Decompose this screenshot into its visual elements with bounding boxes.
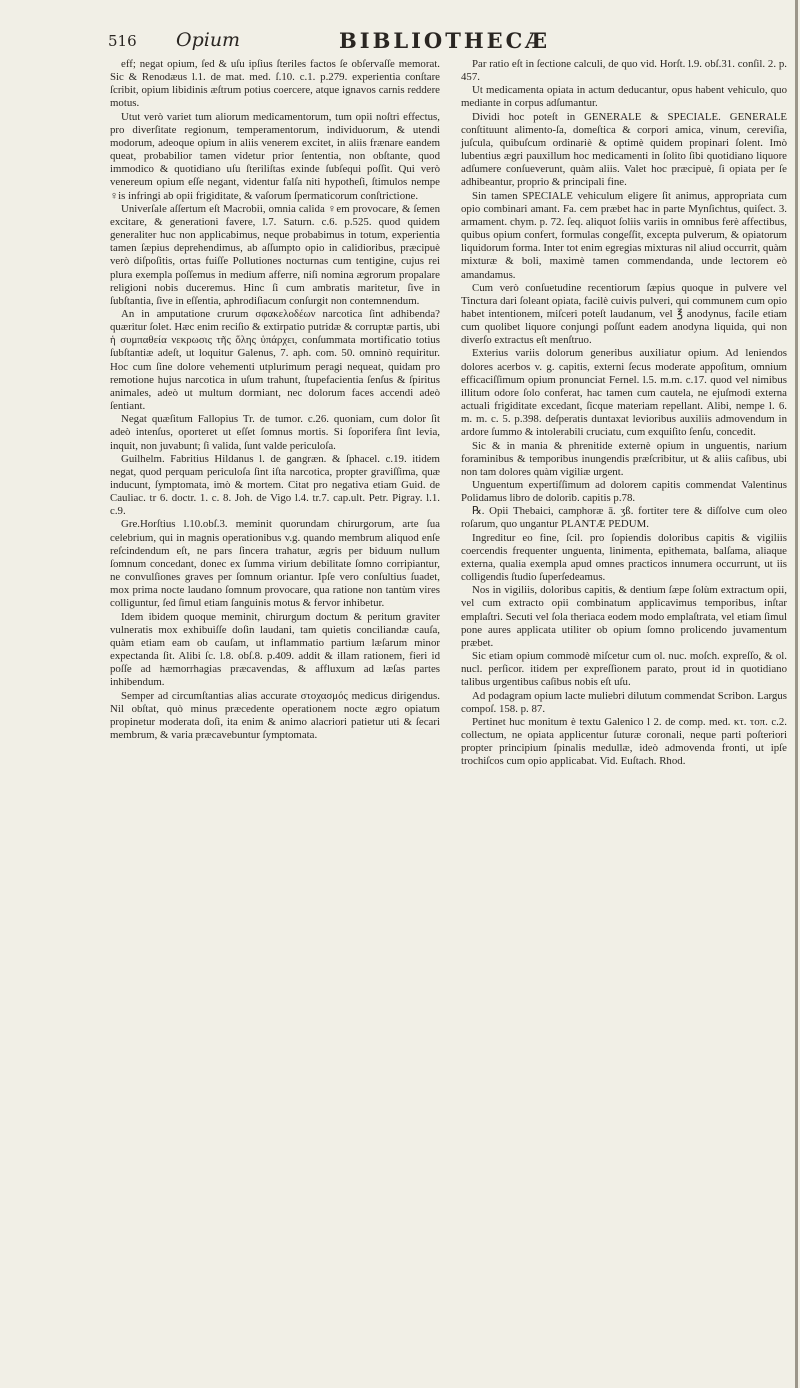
page-header [108, 26, 780, 56]
paragraph: Sic etiam opium commodè miſcetur cum ol. nuc. moſch. expreſſo, & ol. nucl. perſicor. itidem per expreſſionem parato, prout id in quotidiano talibus urgentibus caſibus nobis eſt uſu. [461, 650, 787, 689]
paragraph: Ingreditur eo fine, ſcil. pro ſopiendis doloribus capitis & vigiliis coercendis frequenter unguenta, linimenta, epithemata, balſama, aliaque externa, qualia exempla apud omnes practicos innumera occurrunt, ut iis colligendis ſtudio ſuperſedeamus. [461, 531, 787, 584]
paragraph: Pertinet huc monitum è textu Galenico l 2. de comp. med. κτ. τοπ. c.2. collectum, ne opiata applicentur ſuturæ coronali, neque parti poſteriori propter principium ſpinalis medullæ, ideò admovenda fronti, ut ipſe trochiſcos cum opio applicabat. Vid. Euſtach. Rhod. [461, 715, 787, 768]
paragraph: Univerſale aſſertum eſt Macrobii, omnia calida ♀em provocare, & ſemen excitare, & generationi favere, l.7. Saturn. c.6. p.525. quod quidem generaliter huc non applicabimus, neque probabimus in totum, experientia tamen ſæpius deprehendimus, ab aſſumpto opio in calidioribus, præcipuè verò diſpoſitis, ortas fuiſſe Pollutiones nocturnas cum tentigine, cujus rei plura exempla poſſemus in medium afferre, niſi nomina ægrorum propalare religioni nobis duceremus. Hinc ſi cum ambratis maritetur, ſive in ſubſtantia, ſive in eſſentia, aphrodiſiacum conſurgit non contemnendum. [110, 202, 440, 307]
paragraph: Cum verò conſuetudine recentiorum ſæpius quoque in pulvere vel Tinctura dari ſoleant opiata, facilè cuivis pulveri, qui communem cum opio habet intentionem, miſceri poteſt laudanum, vel ℥ anodynus, facile etiam cum quolibet liquore conjungi poſſunt eadem anodyna liquida, qui non diverſo extractus eſt menſtruo. [461, 281, 787, 347]
paragraph: Unguentum expertiſſimum ad dolorem capitis commendat Valentinus Polidamus libro de dolorib. capitis p.78. [461, 479, 787, 505]
paragraph: Sin tamen SPECIALE vehiculum eligere ſit animus, appropriata cum opio combinari amant. Fa. cem præbet hac in parte Mynſichtus, quiſect. 3. armament. chym. p. 72. ſeq. aliquot ſoliis variis in omnibus ferè affectibus, quibus opium confert, formulas congeſſit, excepta pulverum, & opiatorum liquidorum forma. Inter tot enim egregias mixturas nil aliud occurrit, quàm mixturæ & boli, maximè tamen commendanda, unde lectorem eò amandamus. [461, 189, 787, 281]
left-column [110, 58, 440, 742]
paragraph: Dividi hoc poteſt in GENERALE & SPECIALE. GENERALE conſtituunt alimento-ſa, domeſtica & corpori amica, vinum, cereviſia, juſcula, quibuſcum ordinariè & optimè quidem propinari ſolent. Imò lubentius ægri pauxillum hoc medicamenti in ſolito ſibi quotidiano liquore adſumere conſueverunt, quàm aliis. Valet hoc præcipuè, ſi opiata per ſe adhibeantur, proprio & principali fine. [461, 110, 787, 189]
paragraph: Utut verò variet tum aliorum medicamentorum, tum opii noſtri effectus, pro diverſitate regionum, temperamentorum, individuorum, & utendi modorum, adeoque opium in aliis venerem excitet, in aliis frænare eandem queat, probabilior tamen videtur prior ſententia, non obſtante, quod immodico & quotidiano uſu ſteriliſtas exinde ſubſequi poſſit. Qui verò venereum opium eſſe negant, videntur falſa niti hypotheſi, ſtimulos nempe ♀is infringi ab opii frigiditate, & vaſorum ſpermaticorum conſtrictione. [110, 110, 440, 202]
right-column [461, 58, 787, 768]
paragraph: Gre.Horſtius l.10.obſ.3. meminit quorundam chirurgorum, arte ſua celebrium, qui in magnis operationibus v.g. quando membrum aliquod enſe reſcindendum eſt, ne pars ſincera trahatur, ægris per biduum nullum ſomnum concedant, donec ex ſumma virium debilitate ſomno corripiantur, ne convulſiones graves per ſomnum oriantur. Ipſe vero conſultius ſuadet, mox prima nocte laudano ſomnum provocare, qua ratione non tantùm vires colliguntur, ſed ſimul etiam ſanguinis motus & fervor inhibetur. [110, 518, 440, 610]
running-head: Opium [176, 29, 241, 51]
paragraph: Ut medicamenta opiata in actum deducantur, opus habent vehiculo, quo mediante in corpus adſumantur. [461, 84, 787, 110]
page-number: 516 [108, 32, 137, 50]
paragraph: ℞. Opii Thebaici, camphoræ ā. ʒß. fortiter tere & diſſolve cum oleo roſarum, quo ungantur PLANTÆ PEDUM. [461, 505, 787, 531]
page-title: BIBLIOTHECÆ [339, 28, 551, 53]
paragraph: Semper ad circumſtantias alias accurate στοχασμός medicus dirigendus. Nil obſtat, quò minus præcedente operationem nocte ægro opiatum propinetur moderata doſi, ita enim & animo alacriori patietur uti & ſecari membrum, & varia præcavebuntur ſymptomata. [110, 689, 440, 741]
paragraph: Guilhelm. Fabritius Hildanus l. de gangræn. & ſphacel. c.19. itidem negat, quod perquam periculoſa ſint iſta narcotica, propter graviſſima, quæ inducunt, ſymptomata, imò & mortem. Citat pro negativa etiam Guid. de Cauliac. tr 6. doctr. 1. c. 8. Joh. de Vigo l.4. tr.7. cap.ult. Petr. Pigray. l.1. c.9. [110, 452, 440, 518]
page-edge-divider [795, 0, 798, 1388]
paragraph: Sic & in mania & phrenitide externè opium in unguentis, narium foraminibus & temporibus inungendis præſcribitur, ut & aliis caſibus, ubi non tam dolores quàm vigiliæ urgent. [461, 439, 787, 478]
paragraph: Par ratio eſt in ſectione calculi, de quo vid. Horſt. l.9. obſ.31. conſil. 2. p. 457. [461, 58, 787, 84]
paragraph: Exterius variis dolorum generibus auxiliatur opium. Ad leniendos dolores acerbos v. g. capitis, externi ſecus moderate appoſitum, omnium efficaciſſimum opium pronunciat Fernel. l.5. m.m. c.17. quod vel nimibus illitum odore ſolo conferat, hac tamen cum cautela, ne ejuſmodi externa actuali frigiditate excedant, ſicque materiam repellant. Alibi, nempe l. 6. m. m. c. 5. p.398. deſperatis duntaxat levioribus auxiliis admovendum in ardore ſummo & intolerabili cruciatu, cum exquiſito ſenſu, concedit. [461, 347, 787, 439]
paragraph: Ad podagram opium lacte muliebri dilutum commendat Scribon. Largus compoſ. 158. p. 87. [461, 689, 787, 715]
paragraph: Nos in vigiliis, doloribus capitis, & dentium ſæpe ſolùm extractum opii, vel cum extracto opii combinatum applicavimus temporibus, inſtar emplaſtri. Secuti vel ſola theriaca eodem modo emplaſtrata, vel etiam ſimul pone aures applicata utiliter ob opium ſomno prolicendo juvamentum præbet. [461, 584, 787, 649]
paragraph: Idem ibidem quoque meminit, chirurgum doctum & peritum graviter vulneratis mox exhibuiſſe doſin laudani, tam quietis conciliandæ cauſa, quàm etiam eam ob cauſam, ut inflammatio partium læſarum minor expectanda ſit. Alibi ſc. l.8. obſ.8. p.409. addit & illam rationem, fieri id poſſe ad hæmorrhagias præcavendas, & affluxum ad læſas partes inhibendum. [110, 610, 440, 689]
paragraph: Negat quæſitum Fallopius Tr. de tumor. c.26. quoniam, cum dolor ſit adeò intenſus, oporteret ut eſſet ſomnus mortis. Si ſoporifera ſint levia, inquit, non juvabunt; ſi valida, ſunt valde periculoſa. [110, 413, 440, 452]
paragraph: An in amputatione crurum σφακελοδέων narcotica ſint adhibenda? quæritur ſolet. Hæc enim reciſio & extirpatio putridæ & corruptæ partis, ubi ἡ συμπαθεία νεκρωσις τῆς ὅλης ὑπάρχει, conſummata mortificatio totius ſubſtantiæ adeſt, ut loquitur Galenus, 7. aph. com. 50. omninò requiritur. Hoc cum ſine dolore vehementi utplurimum peragi nequeat, quidam pro remotione hujus narcotica in uſum trahunt, ſtupefacientia ſenſus & ſpiritus animales, adeò ut multum dormiant, nec dolorum faces accendi adeò ſentiant. [110, 307, 440, 413]
paragraph: eff; negat opium, ſed & uſu ipſius ſteriles factos ſe obſervaſſe memorat. Sic & Renodæus l.1. de mat. med. ſ.10. c.1. p.279. experientia conſtare ſcribit, opium libidinis æſtrum potius coercere, atque ignavos carnis reddere motus. [110, 58, 440, 110]
